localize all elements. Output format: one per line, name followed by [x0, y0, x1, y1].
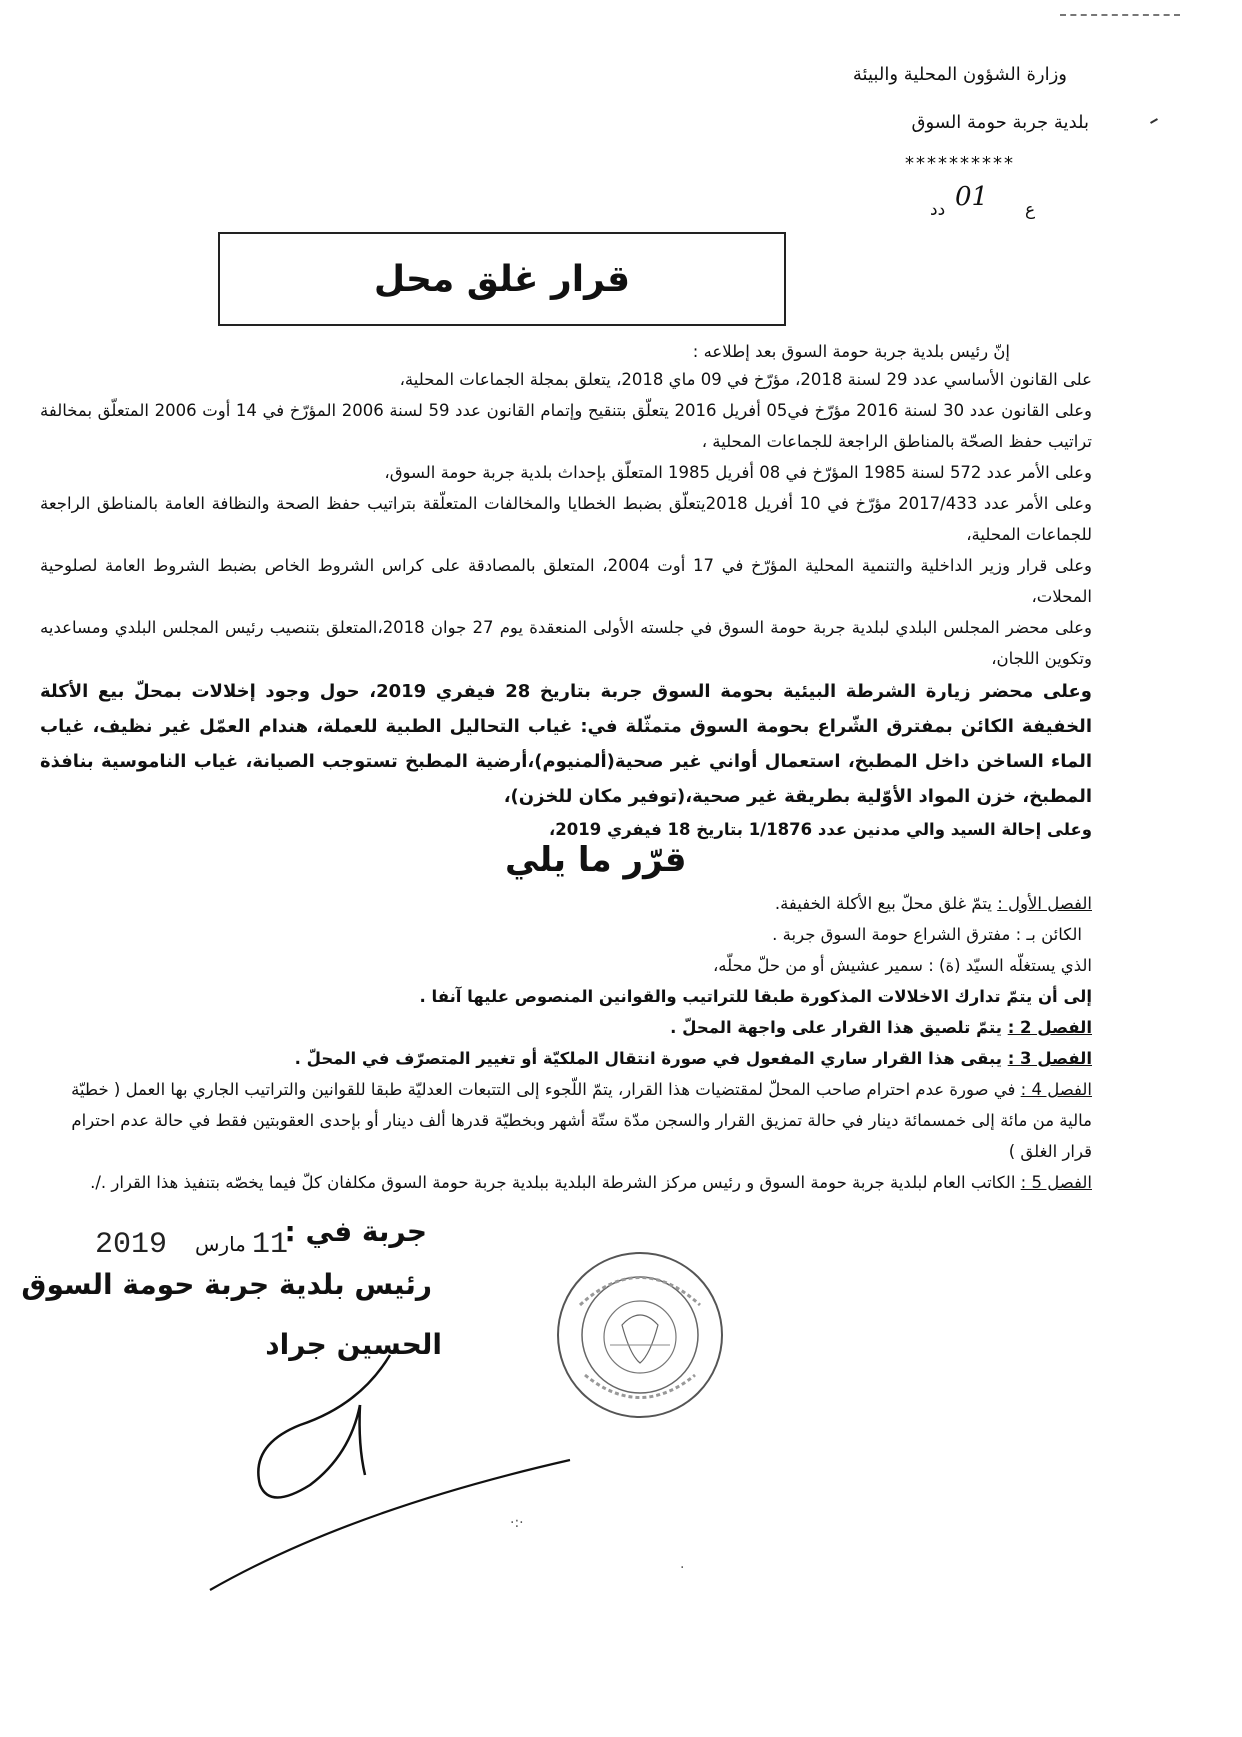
- header-stars: **********: [905, 153, 1015, 174]
- article-3-text: يبقى هذا القرار ساري المفعول في صورة انتقال الملكيّة أو تغيير المتصرّف في المحلّ .: [294, 1049, 1008, 1068]
- ministry-name: وزارة الشؤون المحلية والبيئة: [852, 64, 1067, 85]
- article-1-operator: الذي يستغلّه السيّد (ة) : سمير عشيش أو من حلّ محلّه،: [712, 956, 1092, 975]
- place-label: جربة في :: [284, 1215, 427, 1248]
- handwritten-day: 11: [252, 1228, 289, 1262]
- preamble-intro: إنّ رئيس بلدية جربة حومة السوق بعد إطلاعه :: [692, 342, 1010, 361]
- preamble-item: وعلى الأمر عدد 572 لسنة 1985 المؤرّخ في 08 أفريل 1985 المتعلّق بإحداث بلدية جربة حومة السوق،: [384, 463, 1092, 482]
- articles-block: [40, 888, 1092, 1198]
- municipality-name: بلدية جربة حومة السوق: [911, 112, 1089, 133]
- ref-prefix: ع: [1025, 200, 1036, 220]
- preamble-item: وعلى محضر المجلس البلدي لبلدية جربة حومة السوق في جلسته الأولى المنعقدة يوم 27 جوان 2018،المتعلق بتنصيب رئيس المجلس البلدي ومساعديه وتكوين اللجان،: [40, 618, 1092, 668]
- article-1-text: يتمّ غلق محلّ بيع الأكلة الخفيفة.: [774, 894, 998, 913]
- official-stamp: [550, 1245, 730, 1425]
- scan-speck: ·:·: [510, 1515, 524, 1531]
- article-4-label: الفصل 4 :: [1020, 1080, 1092, 1099]
- article-5-label: الفصل 5 :: [1020, 1173, 1092, 1192]
- ref-number: 01: [955, 182, 989, 212]
- article-1: [40, 888, 1092, 919]
- article-5-text: الكاتب العام لبلدية جربة حومة السوق و رئيس مركز الشرطة البلدية ببلدية جربة حومة السوق مكلفان كلّ فيما يخصّه بتنفيذ هذا القرار ./.: [90, 1173, 1021, 1192]
- preamble-block: [40, 364, 1092, 845]
- decision-title: قرار غلق محل: [373, 258, 631, 300]
- ref-label: دد: [930, 200, 946, 220]
- article-2: [40, 1012, 1092, 1043]
- article-3: [40, 1043, 1092, 1074]
- preamble-item: وعلى القانون عدد 30 لسنة 2016 مؤرّخ في05 أفريل 2016 يتعلّق بتنقيح وإتمام القانون عدد 59 لسنة 2006 المؤرّخ في 14 أوت 2006 المتعلّق بمخالفة تراتيب حفظ الصحّة بالمناطق الراجعة للجماعات المحلية ،: [40, 401, 1093, 451]
- handwritten-month: مارس: [195, 1232, 246, 1256]
- governor-referral: وعلى إحالة السيد والي مدنين عدد 1/1876 بتاريخ 18 فيفري 2019،: [549, 820, 1092, 839]
- article-2-text: يتمّ تلصيق هذا القرار على واجهة المحلّ .: [670, 1018, 1008, 1037]
- article-4-text: في صورة عدم احترام صاحب المحلّ لمقتضيات هذا القرار، يتمّ اللّجوء إلى التتبعات العدليّة طبقا للقوانين والتراتيب الجاري بها العمل ( خطيّة مالية من مائة إلى خمسمائة دينار في حالة تمزيق القرار والسجن مدّة ستّة أشهر وبخطيّة قدرها ألف دينار أو بإحدى العقوبتين فقط في حالة عدم احترام قرار الغلق ): [71, 1080, 1092, 1161]
- inspection-report: وعلى محضر زيارة الشرطة البيئية بحومة السوق جربة بتاريخ 28 فيفري 2019، حول وجود إخلالات بمحلّ بيع الأكلة الخفيفة الكائن بمفترق الشّراع بحومة السوق متمثّلة في: غياب التحاليل الطبية للعملة، هندام العمّل غير نظيف، غياب الماء الساخن داخل المطبخ، استعمال أواني غير صحية(ألمنيوم)،أرضية المطبخ تستوجب الصيانة، غياب الناموسية بنافذة المطبخ، خزن المواد الأوّلية بطريقة غير صحية،(توفير مكان للخزن)،: [40, 681, 1092, 807]
- article-3-label: الفصل 3 :: [1007, 1049, 1092, 1068]
- article-5: [40, 1167, 1092, 1198]
- signer-name: الحسين جراد: [265, 1328, 442, 1361]
- preamble-item: وعلى الأمر عدد 2017/433 مؤرّخ في 10 أفريل 2018يتعلّق بضبط الخطايا والمخالفات المتعلّقة بتراتيب حفظ الصحة والنظافة العامة بالمناطق الراجعة للجماعات المحلية،: [40, 494, 1093, 544]
- scan-artifact: [1060, 14, 1180, 16]
- article-1-location: الكائن بـ : مفترق الشراع حومة السوق جربة .: [772, 925, 1082, 944]
- signer-title: رئيس بلدية جربة حومة السوق: [21, 1268, 432, 1301]
- article-2-label: الفصل 2 :: [1007, 1018, 1092, 1037]
- scan-speck: ·: [680, 1560, 685, 1576]
- preamble-item: على القانون الأساسي عدد 29 لسنة 2018، مؤرّخ في 09 ماي 2018، يتعلق بمجلة الجماعات المحلية،: [399, 370, 1092, 389]
- article-1-label: الفصل الأول :: [997, 894, 1092, 913]
- scan-artifact-mark: [1150, 118, 1158, 124]
- article-1-until: إلى أن يتمّ تدارك الاخلالات المذكورة طبقا للتراتيب والقوانين المنصوص عليها آنفا .: [419, 987, 1092, 1006]
- decision-title-box: [218, 232, 786, 326]
- handwritten-year: 2019: [95, 1228, 168, 1262]
- preamble-item: وعلى قرار وزير الداخلية والتنمية المحلية المؤرّخ في 17 أوت 2004، المتعلق بالمصادقة على كراس الشروط الخاص بضبط الشروط العامة لصلوحية المحلات،: [40, 556, 1093, 606]
- decision-heading: قرّر ما يلي: [505, 840, 687, 880]
- article-4: [40, 1074, 1092, 1167]
